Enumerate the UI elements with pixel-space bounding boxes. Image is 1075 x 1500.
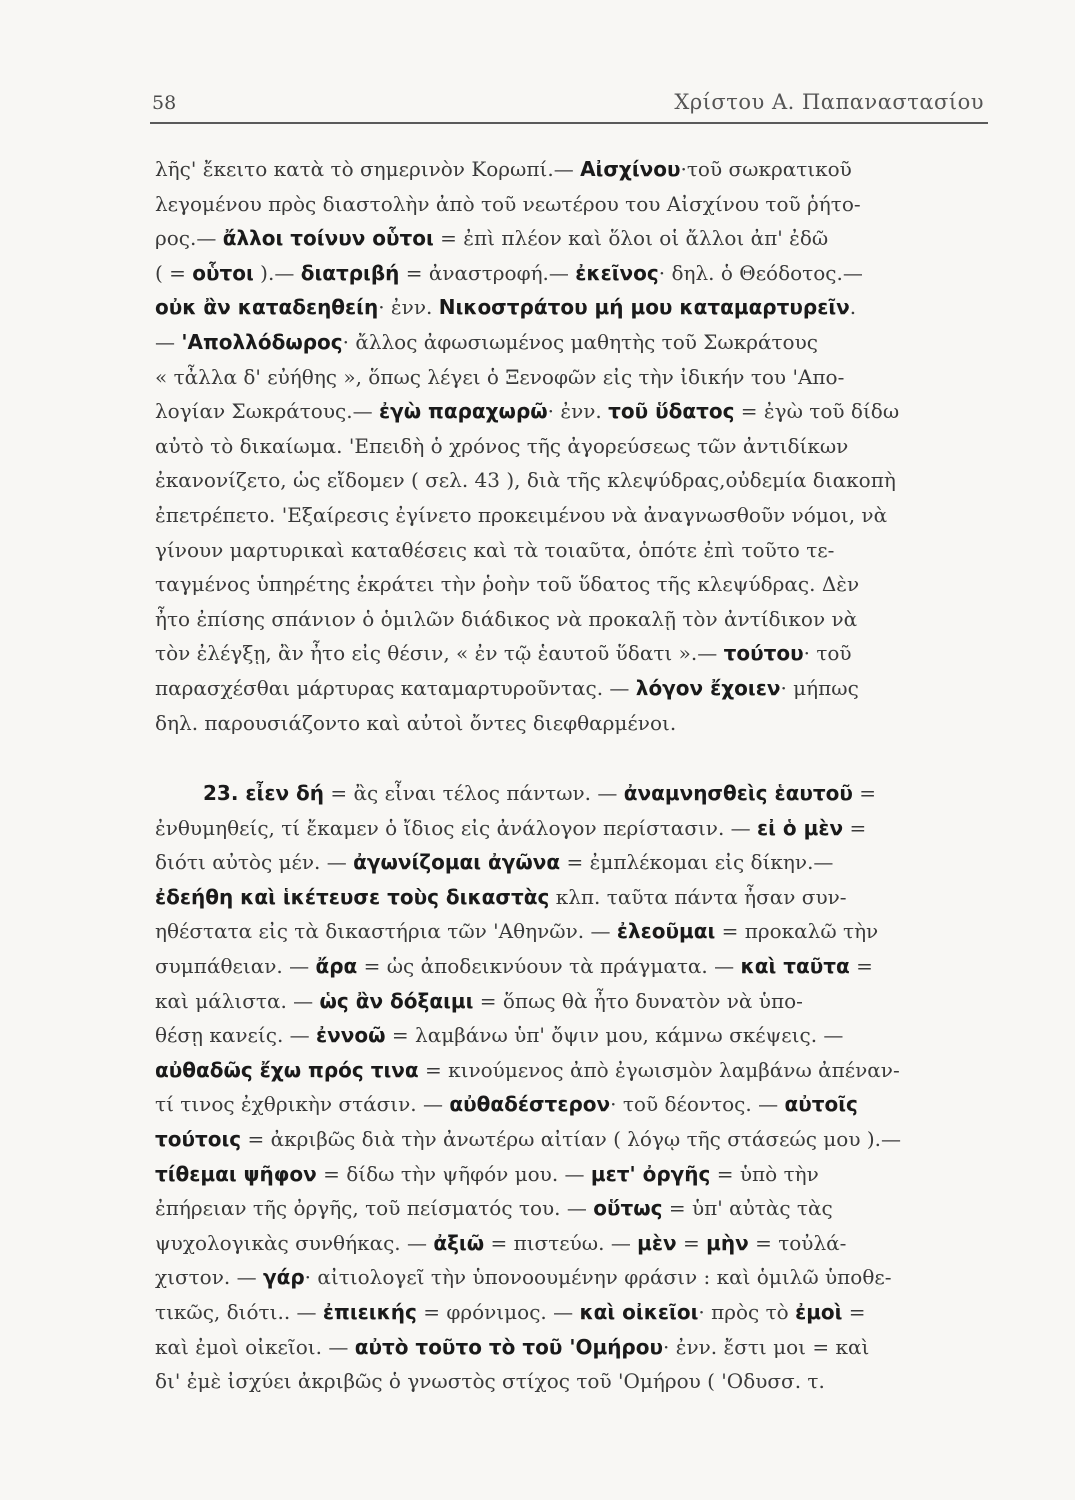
lemma: εἶεν δή — [245, 781, 325, 806]
gloss-text: ( = — [155, 260, 193, 285]
commentary-paragraph-1 — [155, 152, 995, 740]
gloss-text: = — [676, 1230, 707, 1255]
gloss-text: — — [155, 329, 182, 354]
text-line — [155, 1157, 995, 1192]
lemma: ἐδεήθη καὶ ἱκέτευσε τοὺς δικαστὰς — [155, 884, 550, 909]
text-line — [155, 290, 995, 325]
lemma: αὐτὸ τοῦτο τὸ τοῦ 'Ομήρου — [354, 1334, 663, 1359]
gloss-text: ἐπετρέπετο. 'Εξαίρεσις ἐγίνετο προκειμένου νὰ ἀναγνωσθοῦν νόμοι, νὰ — [155, 502, 888, 527]
text-line — [155, 1364, 995, 1399]
gloss-text: παρασχέσθαι μάρτυρας καταμαρτυροῦντας. — — [155, 675, 636, 700]
lemma: Νικοστράτου μή μου καταμαρτυρεῖν — [438, 295, 850, 320]
gloss-text: γίνουν μαρτυρικαὶ καταθέσεις καὶ τὰ τοιαῦτα, ὁπότε ἐπὶ τοῦτο τε- — [155, 537, 835, 562]
gloss-text: καὶ μάλιστα. — — [155, 988, 320, 1013]
gloss-text: ηθέστατα εἰς τὰ δικαστήρια τῶν 'Αθηνῶν. — — [155, 919, 617, 944]
gloss-text: ἐνθυμηθείς, τί ἔκαμεν ὁ ἴδιος εἰς ἀνάλογον περίστασιν. — — [155, 815, 758, 840]
gloss-text: συμπάθειαν. — — [155, 954, 316, 979]
text-line — [155, 256, 995, 291]
text-line — [155, 706, 995, 741]
gloss-text: · τοῦ — [803, 641, 852, 666]
gloss-text: ἐκανονίζετο, ὡς εἴδομεν ( σελ. 43 ), διὰ τῆς κλεψύδρας,οὐδεμία διακοπὴ — [155, 468, 896, 493]
gloss-text: = ὑπὸ τὴν — [710, 1161, 819, 1186]
text-line — [155, 360, 995, 395]
text-line — [155, 671, 995, 706]
lemma: τούτοις — [155, 1127, 242, 1152]
commentary-paragraph-2 — [155, 776, 995, 1399]
lemma: εἰ ὁ μὲν — [757, 815, 844, 840]
gloss-text: τικῶς, διότι.. — — [155, 1300, 323, 1324]
gloss-text: = — [843, 815, 867, 840]
text-line — [155, 845, 995, 880]
gloss-text: χιστον. — — [155, 1265, 263, 1290]
gloss-text: τί τινος ἐχθρικὴν στάσιν. — — [155, 1092, 450, 1117]
text-line — [155, 880, 995, 915]
text-line — [155, 1295, 995, 1330]
gloss-text: καὶ ἐμοὶ οἰκεῖοι. — — [155, 1334, 355, 1359]
lemma: μὲν — [637, 1230, 677, 1255]
gloss-text: = τοὐλά- — [748, 1230, 847, 1255]
lemma: ἐλεοῦμαι — [616, 919, 716, 944]
gloss-text: · πρὸς τὸ — [698, 1300, 796, 1324]
paragraph-gap — [155, 740, 995, 776]
text-line — [155, 602, 995, 637]
text-line — [155, 811, 995, 846]
gloss-text: ταγμένος ὑπηρέτης ἐκράτει τὴν ῥοὴν τοῦ ὕδατος τῆς κλεψύδρας. Δὲν — [155, 572, 860, 597]
gloss-text: = φρόνιμος. — — [416, 1300, 580, 1324]
gloss-text: = πιστεύω. — — [484, 1230, 638, 1255]
gloss-text: = προκαλῶ τὴν — [715, 919, 879, 944]
gloss-text: · μήπως — [780, 675, 859, 700]
text-line — [155, 152, 995, 187]
text-line — [155, 325, 995, 360]
gloss-text: = ὡς ἀποδεικνύουν τὰ πράγματα. — — [357, 954, 741, 979]
lemma: οὗτοι — [192, 260, 254, 285]
gloss-text: = ὅπως θὰ ἦτο δυνατὸν νὰ ὑπο- — [473, 988, 803, 1013]
gloss-text: = ὑπ' αὐτὰς τὰς — [662, 1196, 833, 1221]
running-head: Χρίστου Α. Παπαναστασίου — [674, 90, 984, 114]
text-line — [155, 567, 995, 602]
gloss-text: « τἆλλα δ' εὐήθης », ὅπως λέγει ὁ Ξενοφῶν εἰς τὴν ἰδικήν του 'Απο- — [155, 364, 845, 389]
lemma: μὴν — [706, 1230, 749, 1255]
gloss-text: ψυχολογικὰς συνθήκας. — — [155, 1230, 434, 1255]
gloss-text: = — [849, 954, 873, 979]
gloss-text: · ἐνν. ἔστι μοι = καὶ — [663, 1334, 870, 1359]
gloss-text: = ἐμπλέκομαι εἰς δίκην.— — [560, 850, 834, 875]
gloss-text: ἦτο ἐπίσης σπάνιον ὁ ὁμιλῶν διάδικος νὰ προκαλῇ τὸν ἀντίδικον νὰ — [155, 606, 858, 631]
lemma: τούτου — [723, 641, 804, 666]
text-line — [155, 1260, 995, 1295]
gloss-text: λογίαν Σωκράτους.— — [155, 399, 379, 424]
gloss-text: θέσῃ κανείς. — — [155, 1023, 317, 1048]
header-rule — [150, 122, 988, 124]
lemma: οὐκ ἂν καταδεηθείη — [155, 295, 379, 320]
page-number: 58 — [152, 92, 177, 114]
text-line — [155, 394, 995, 429]
gloss-text: = ἀκριβῶς διὰ τὴν ἀνωτέρω αἰτίαν ( λόγῳ τῆς στάσεώς μου ).— — [241, 1127, 902, 1152]
lemma: ἐμοὶ — [795, 1300, 843, 1324]
lemma: ἄρα — [315, 954, 358, 979]
lemma: Αἰσχίνου — [580, 157, 681, 181]
lemma: ἀξιῶ — [433, 1230, 485, 1255]
gloss-text: διότι αὐτὸς μέν. — — [155, 850, 354, 875]
text-line — [155, 636, 995, 671]
lemma: ἄλλοι τοίνυν οὗτοι — [222, 226, 434, 251]
gloss-text: = ἐγὼ τοῦ δίδω — [734, 399, 900, 424]
gloss-text: · ἐνν. — [378, 295, 439, 320]
section-number: 23. — [203, 781, 246, 806]
gloss-text: · τοῦ δέοντος. — — [610, 1092, 785, 1117]
text-line — [155, 949, 995, 984]
lemma: τίθεμαι ψῆφον — [155, 1161, 317, 1186]
text-line — [155, 776, 995, 811]
gloss-text: ).— — [253, 260, 301, 285]
lemma: ἀγωνίζομαι ἀγῶνα — [353, 850, 561, 875]
lemma: αὐθαδέστερον — [449, 1092, 611, 1117]
gloss-text: τὸν ἐλέγξῃ, ἂν ἦτο εἰς θέσιν, « ἐν τῷ ἑαυτοῦ ὕδατι ».— — [155, 641, 724, 666]
lemma: αὐτοῖς — [784, 1092, 858, 1117]
body-text — [155, 152, 995, 1399]
lemma: καὶ οἰκεῖοι — [579, 1300, 699, 1324]
lemma: λόγον ἔχοιεν — [635, 675, 781, 700]
text-line — [155, 221, 995, 256]
gloss-text: λεγομένου πρὸς διαστολὴν ἀπὸ τοῦ νεωτέρου του Αἰσχίνου τοῦ ῥήτο- — [155, 191, 861, 216]
gloss-text: · ἐνν. — [547, 399, 609, 424]
text-line — [155, 533, 995, 568]
gloss-text: = δίδω τὴν ψῆφόν μου. — — [316, 1161, 591, 1186]
lemma: ἐπιεικής — [322, 1300, 417, 1324]
gloss-text: · δηλ. ὁ Θεόδοτος.— — [658, 260, 863, 285]
gloss-text: = ἐπὶ πλέον καὶ ὅλοι οἱ ἄλλοι ἀπ' ἐδῶ — [433, 226, 829, 251]
gloss-text: = — [842, 1300, 866, 1324]
lemma: ἐκεῖνος — [575, 260, 659, 285]
text-line — [155, 914, 995, 949]
gloss-text: = ἀναστροφή.— — [399, 260, 576, 285]
text-line — [155, 1018, 995, 1053]
gloss-text: = — [852, 781, 877, 806]
lemma: γάρ — [262, 1265, 305, 1290]
lemma: καὶ ταῦτα — [740, 954, 850, 979]
text-line — [155, 1087, 995, 1122]
gloss-text: δι' ἐμὲ ἰσχύει ἀκριβῶς ὁ γνωστὸς στίχος τοῦ 'Ομήρου ( 'Οδυσσ. τ. — [155, 1369, 825, 1394]
gloss-text: = λαμβάνω ὑπ' ὄψιν μου, κάμνω σκέψεις. — — [385, 1023, 844, 1048]
gloss-text: ἐπήρειαν τῆς ὀργῆς, τοῦ πείσματός του. — — [155, 1196, 594, 1221]
gloss-text: . — [849, 295, 857, 320]
lemma: ὡς ἂν δόξαιμι — [319, 988, 474, 1013]
text-line — [155, 1122, 995, 1157]
page-header — [150, 86, 986, 116]
text-line — [155, 1191, 995, 1226]
text-line — [155, 187, 995, 222]
text-line — [155, 429, 995, 464]
gloss-text: ρος.— — [155, 226, 223, 251]
gloss-text: δηλ. παρουσιάζοντο καὶ αὐτοὶ ὄντες διεφθαρμένοι. — [155, 710, 677, 735]
gloss-text: = ἂς εἶναι τέλος πάντων. — — [324, 781, 624, 806]
gloss-text: αὐτὸ τὸ δικαίωμα. 'Επειδὴ ὁ χρόνος τῆς ἀγορεύσεως τῶν ἀντιδίκων — [155, 433, 849, 458]
gloss-text: = κινούμενος ἀπὸ ἐγωισμὸν λαμβάνω ἀπέναν- — [418, 1057, 900, 1082]
gloss-text: ·τοῦ σωκρατικοῦ — [680, 157, 852, 181]
lemma: αὐθαδῶς ἔχω πρός τινα — [155, 1057, 419, 1082]
gloss-text: λῆς' ἔκειτο κατὰ τὸ σημερινὸν Κορωπί.— — [155, 157, 581, 181]
gloss-text: · αἰτιολογεῖ τὴν ὑπονοουμένην φράσιν : καὶ ὁμιλῶ ὑποθε- — [304, 1265, 892, 1290]
lemma: μετ' ὀργῆς — [590, 1161, 711, 1186]
text-line — [155, 498, 995, 533]
lemma: 'Απολλόδωρος — [181, 329, 343, 354]
lemma: ἀναμνησθεὶς ἑαυτοῦ — [623, 781, 853, 806]
lemma: τοῦ ὕδατος — [608, 399, 735, 424]
lemma: οὕτως — [593, 1196, 663, 1221]
gloss-text: · ἄλλος ἀφωσιωμένος μαθητὴς τοῦ Σωκράτους — [342, 329, 818, 354]
gloss-text: κλπ. ταῦτα πάντα ἦσαν συν- — [549, 884, 847, 909]
text-line — [155, 463, 995, 498]
text-line — [155, 1053, 995, 1088]
lemma: διατριβή — [300, 260, 400, 285]
text-line — [155, 1330, 995, 1365]
text-line — [155, 1226, 995, 1261]
lemma: ἐγὼ παραχωρῶ — [378, 399, 548, 424]
text-line — [155, 984, 995, 1019]
lemma: ἐννοῶ — [316, 1023, 386, 1048]
